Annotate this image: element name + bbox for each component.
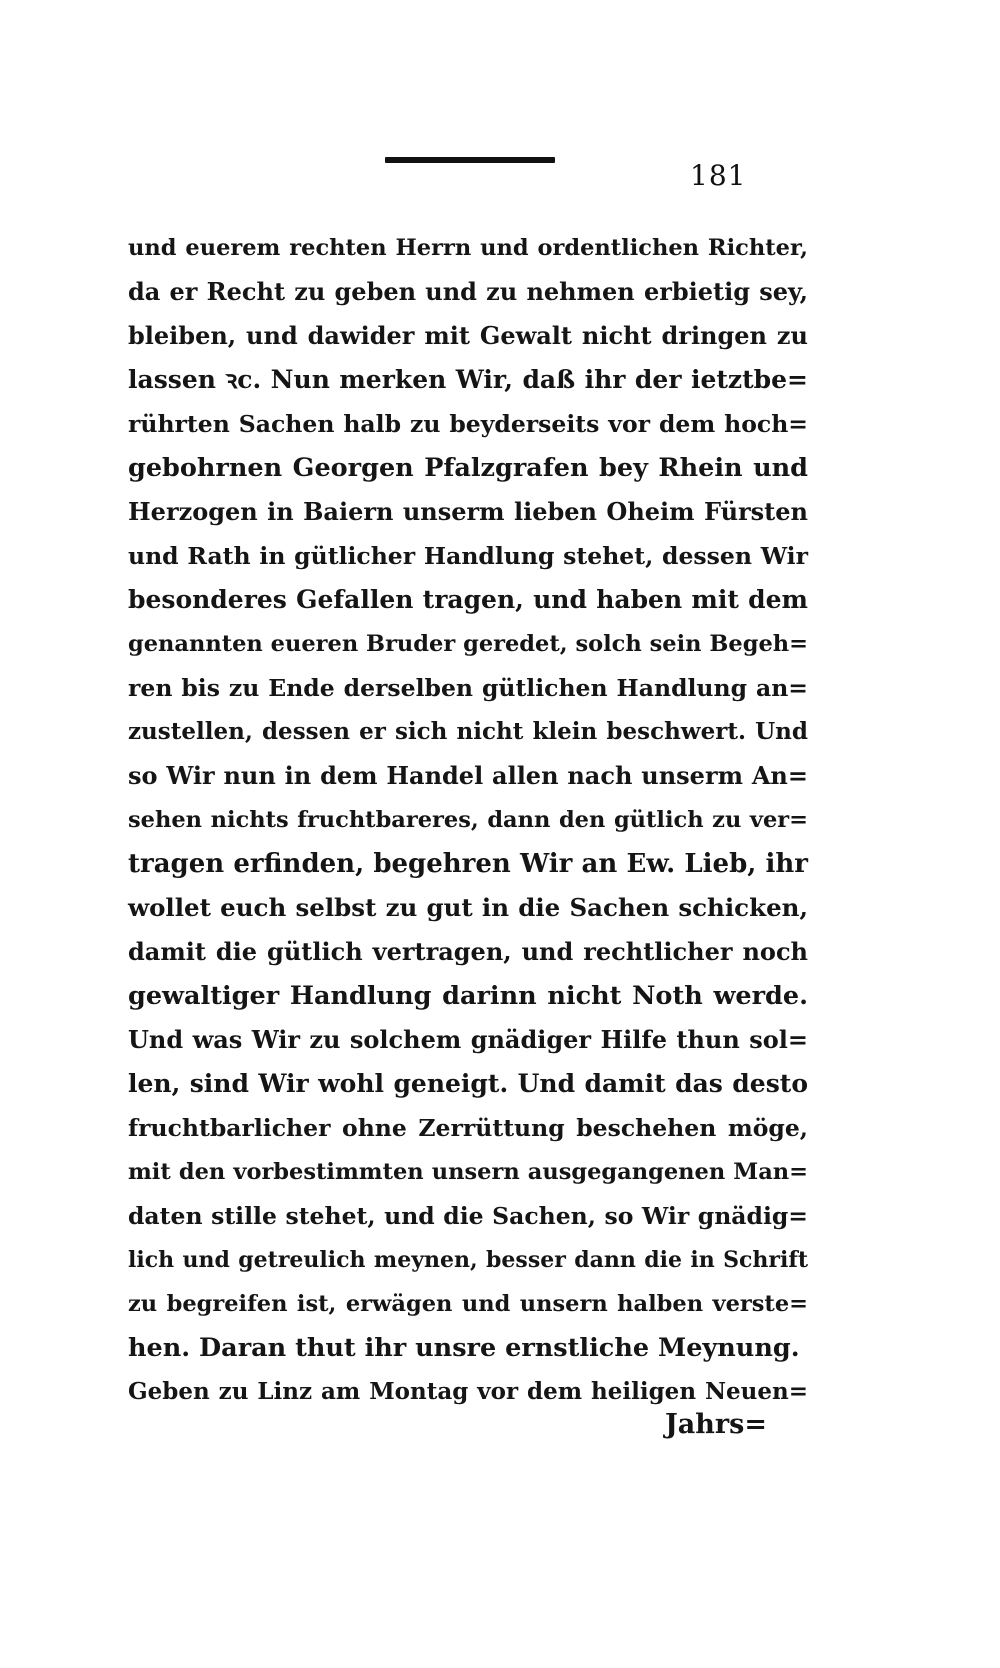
text-line: wollet euch selbst zu gut in die Sachen schicken, (128, 893, 808, 922)
text-line: ren bis zu Ende derselben gütlichen Handlung an= (128, 674, 808, 702)
text-line: zustellen, dessen er sich nicht klein beschwert. Und (128, 718, 808, 745)
text-line: gebohrnen Georgen Pfalzgrafen bey Rhein und (128, 453, 808, 483)
page-number: 181 (690, 159, 747, 192)
text-line: daten stille stehet, und die Sachen, so Wir gnädig= (128, 1202, 808, 1230)
text-line: tragen erfinden, begehren Wir an Ew. Lieb, ihr (128, 849, 808, 879)
text-line: rührten Sachen halb zu beyderseits vor dem hoch= (128, 410, 808, 438)
text-line: so Wir nun in dem Handel allen nach unserm An= (128, 761, 808, 790)
text-line: zu begreifen ist, erwägen und unsern halben verste= (128, 1291, 808, 1317)
text-line: gewaltiger Handlung darinn nicht Noth werde. (128, 981, 808, 1011)
text-line: besonderes Gefallen tragen, und haben mit dem (128, 585, 808, 614)
text-line: genannten eueren Bruder geredet, solch sein Begeh= (128, 631, 808, 657)
catchword: Jahrs= (665, 1409, 767, 1440)
text-line: hen. Daran thut ihr unsre ernstliche Meynung. (128, 1333, 800, 1363)
text-line: lassen ꝛc. Nun merken Wir, daß ihr der ietztbe= (128, 365, 808, 394)
text-line: und euerem rechten Herrn und ordentlichen Richter, (128, 235, 808, 261)
body-text (128, 226, 808, 1414)
header-rule (385, 157, 555, 163)
text-line: bleiben, und dawider mit Gewalt nicht dringen zu (128, 321, 808, 350)
text-line: Geben zu Linz am Montag vor dem heiligen Neuen= (128, 1378, 808, 1405)
text-line: fruchtbarlicher ohne Zerrüttung beschehen möge, (128, 1114, 808, 1142)
text-line: da er Recht zu geben und zu nehmen erbietig sey, (128, 277, 808, 306)
text-line: sehen nichts fruchtbareres, dann den gütlich zu ver= (128, 807, 808, 833)
text-line: len, sind Wir wohl geneigt. Und damit das desto (128, 1069, 808, 1098)
text-line: Und was Wir zu solchem gnädiger Hilfe thun sol= (128, 1025, 808, 1054)
text-line: lich und getreulich meynen, besser dann die in Schrift (128, 1247, 808, 1273)
text-line: damit die gütlich vertragen, und rechtlicher noch (128, 937, 808, 966)
text-line: Herzogen in Baiern unserm lieben Oheim Fürsten (128, 497, 808, 526)
text-line: mit den vorbestimmten unsern ausgegangenen Man= (128, 1159, 808, 1185)
text-line: und Rath in gütlicher Handlung stehet, dessen Wir (128, 542, 808, 570)
